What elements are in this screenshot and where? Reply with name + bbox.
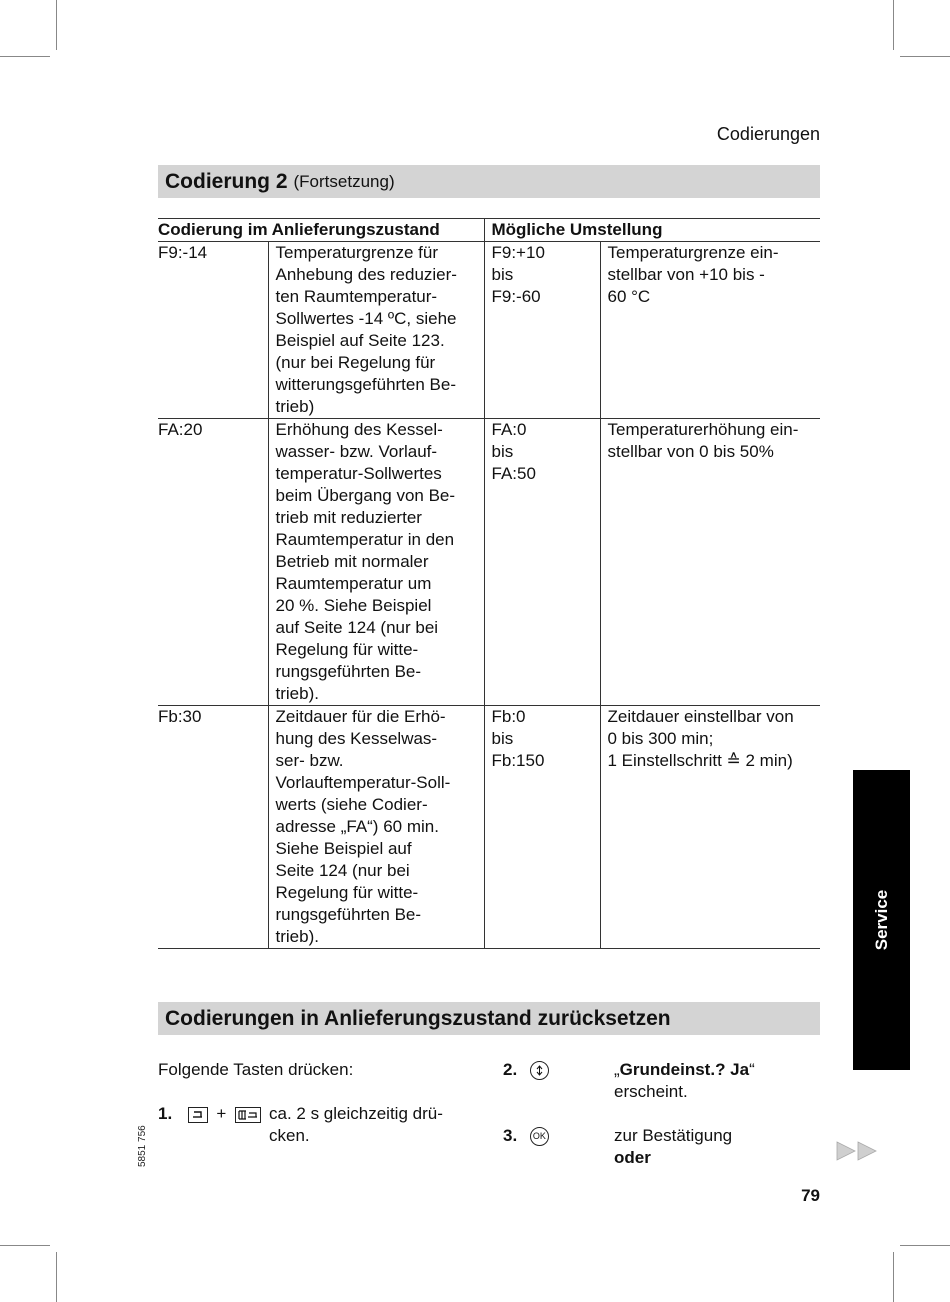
radiator-tap-key-icon[interactable]	[235, 1107, 261, 1123]
step-number: 3.	[503, 1126, 518, 1145]
text-line: 60 °C	[607, 287, 651, 306]
text-line: 0 bis 300 min;	[607, 729, 714, 748]
text-line: bis	[491, 265, 514, 284]
text-line: ser- bzw.	[275, 751, 344, 770]
description-cell	[268, 706, 484, 949]
text-line: hung des Kesselwas-	[275, 729, 438, 748]
range-description-cell	[600, 419, 820, 706]
table-row	[158, 419, 820, 706]
range-cell	[484, 419, 600, 706]
side-tab	[853, 770, 910, 1070]
step-1-text	[269, 1103, 443, 1147]
text-line: werts (siehe Codier-	[275, 795, 428, 814]
description-cell	[268, 242, 484, 419]
text-line: trieb)	[275, 397, 315, 416]
text-line: Erhöhung des Kessel-	[275, 420, 443, 439]
bold-word: oder	[614, 1148, 651, 1167]
code-cell	[158, 706, 268, 949]
text-line: zur Bestätigung	[614, 1126, 733, 1145]
text-line: Zeitdauer für die Erhö-	[275, 707, 446, 726]
text-line: Regelung für witte-	[275, 640, 419, 659]
side-tab-label: Service	[871, 889, 891, 951]
text-line: Regelung für witte-	[275, 883, 419, 902]
crop-mark	[0, 56, 50, 57]
text-line	[614, 1059, 755, 1081]
text-line: stellbar von +10 bis -	[607, 265, 765, 284]
text-line: ten Raumtemperatur-	[275, 287, 438, 306]
text-line: F9:-60	[491, 287, 541, 306]
crop-mark	[893, 0, 894, 50]
step-3-text	[614, 1125, 732, 1169]
plus-sign: +	[216, 1104, 227, 1123]
text-line: cken.	[269, 1126, 310, 1145]
next-page-arrows-icon	[836, 1141, 880, 1166]
text-line: Fb:30	[158, 707, 202, 726]
code-cell	[158, 419, 268, 706]
text-line: Raumtemperatur um	[275, 574, 432, 593]
text-line: (nur bei Regelung für	[275, 353, 436, 372]
text-line: Vorlauftemperatur-Soll-	[275, 773, 451, 792]
instruction-step-2	[503, 1059, 823, 1101]
crop-mark	[56, 0, 57, 50]
text-line: witterungsgeführten Be-	[275, 375, 456, 394]
table-header-row	[158, 219, 820, 242]
text-line: rungsgeführten Be-	[275, 905, 422, 924]
instruction-intro: Folgende Tasten drücken:	[158, 1060, 354, 1079]
quote: “	[749, 1060, 755, 1079]
code-cell	[158, 242, 268, 419]
text-line: FA:20	[158, 420, 203, 439]
crop-mark	[900, 56, 950, 57]
text-line: Raumtemperatur in den	[275, 530, 455, 549]
crop-mark	[0, 1245, 50, 1246]
cursor-key-icon[interactable]	[530, 1061, 549, 1080]
running-head: Codierungen	[716, 124, 820, 144]
text-line	[614, 1147, 732, 1169]
description-cell	[268, 419, 484, 706]
text-line: Beispiel auf Seite 123.	[275, 331, 445, 350]
range-description-cell	[600, 242, 820, 419]
text-line: Temperaturgrenze ein-	[607, 243, 779, 262]
display-message: Grundeinst.? Ja	[619, 1060, 750, 1079]
range-description-cell	[600, 706, 820, 949]
section-header	[158, 165, 820, 198]
coding-table	[158, 218, 820, 949]
text-line: stellbar von 0 bis 50%	[607, 442, 774, 461]
table-header-change: Mögliche Umstellung	[484, 219, 820, 242]
crop-mark	[893, 1252, 894, 1302]
text-line: Seite 124 (nur bei	[275, 861, 410, 880]
text-line: wasser- bzw. Vorlauf-	[275, 442, 438, 461]
text-line: trieb).	[275, 684, 319, 703]
text-line: Sollwertes -14 ºC, siehe	[275, 309, 457, 328]
text-line: Anhebung des reduzier-	[275, 265, 457, 284]
tap-key-icon[interactable]	[188, 1107, 208, 1123]
quote: „	[614, 1060, 620, 1079]
text-line: temperatur-Sollwertes	[275, 464, 442, 483]
text-line: adresse „FA“) 60 min.	[275, 817, 439, 836]
text-line: trieb).	[275, 927, 319, 946]
crop-mark	[56, 1252, 57, 1302]
ok-key-icon[interactable]: OK	[530, 1127, 549, 1146]
text-line: auf Seite 124 (nur bei	[275, 618, 439, 637]
text-line: trieb mit reduzierter	[275, 508, 422, 527]
text-line: F9:-14	[158, 243, 208, 262]
text-line: beim Übergang von Be-	[275, 486, 456, 505]
range-cell	[484, 242, 600, 419]
text-line: ca. 2 s gleichzeitig drü-	[269, 1104, 443, 1123]
range-cell	[484, 706, 600, 949]
doc-number: 5851 756	[137, 1125, 148, 1167]
text-line: Zeitdauer einstellbar von	[607, 707, 794, 726]
text-line: Fb:0	[491, 707, 526, 726]
text-line: erscheint.	[614, 1082, 688, 1101]
page-number: 79	[801, 1186, 820, 1205]
text-line: Temperaturerhöhung ein-	[607, 420, 799, 439]
text-line: F9:+10	[491, 243, 545, 262]
crop-mark	[900, 1245, 950, 1246]
text-line: bis	[491, 442, 514, 461]
text-line: 1 Einstellschritt ≙ 2 min)	[607, 751, 793, 770]
section-title: Codierungen in Anlieferungszustand zurücksetzen	[165, 1006, 671, 1030]
text-line: Temperaturgrenze für	[275, 243, 439, 262]
table-row	[158, 706, 820, 949]
step-number: 2.	[503, 1060, 518, 1079]
step-number: 1.	[158, 1104, 173, 1123]
text-line: Fb:150	[491, 751, 545, 770]
step-2-text	[614, 1059, 755, 1103]
table-header-delivery: Codierung im Anlieferungszustand	[158, 219, 484, 242]
text-line: FA:50	[491, 464, 536, 483]
text-line: Betrieb mit normaler	[275, 552, 429, 571]
text-line: FA:0	[491, 420, 527, 439]
text-line: rungsgeführten Be-	[275, 662, 422, 681]
text-line: 20 %. Siehe Beispiel	[275, 596, 432, 615]
text-line: bis	[491, 729, 514, 748]
instruction-step-1	[158, 1103, 478, 1145]
section-header	[158, 1002, 820, 1035]
section-title: Codierung 2	[165, 169, 288, 193]
section-subtitle: (Fortsetzung)	[293, 171, 395, 191]
table-row	[158, 242, 820, 419]
text-line: Siehe Beispiel auf	[275, 839, 412, 858]
instruction-step-3	[503, 1125, 823, 1167]
